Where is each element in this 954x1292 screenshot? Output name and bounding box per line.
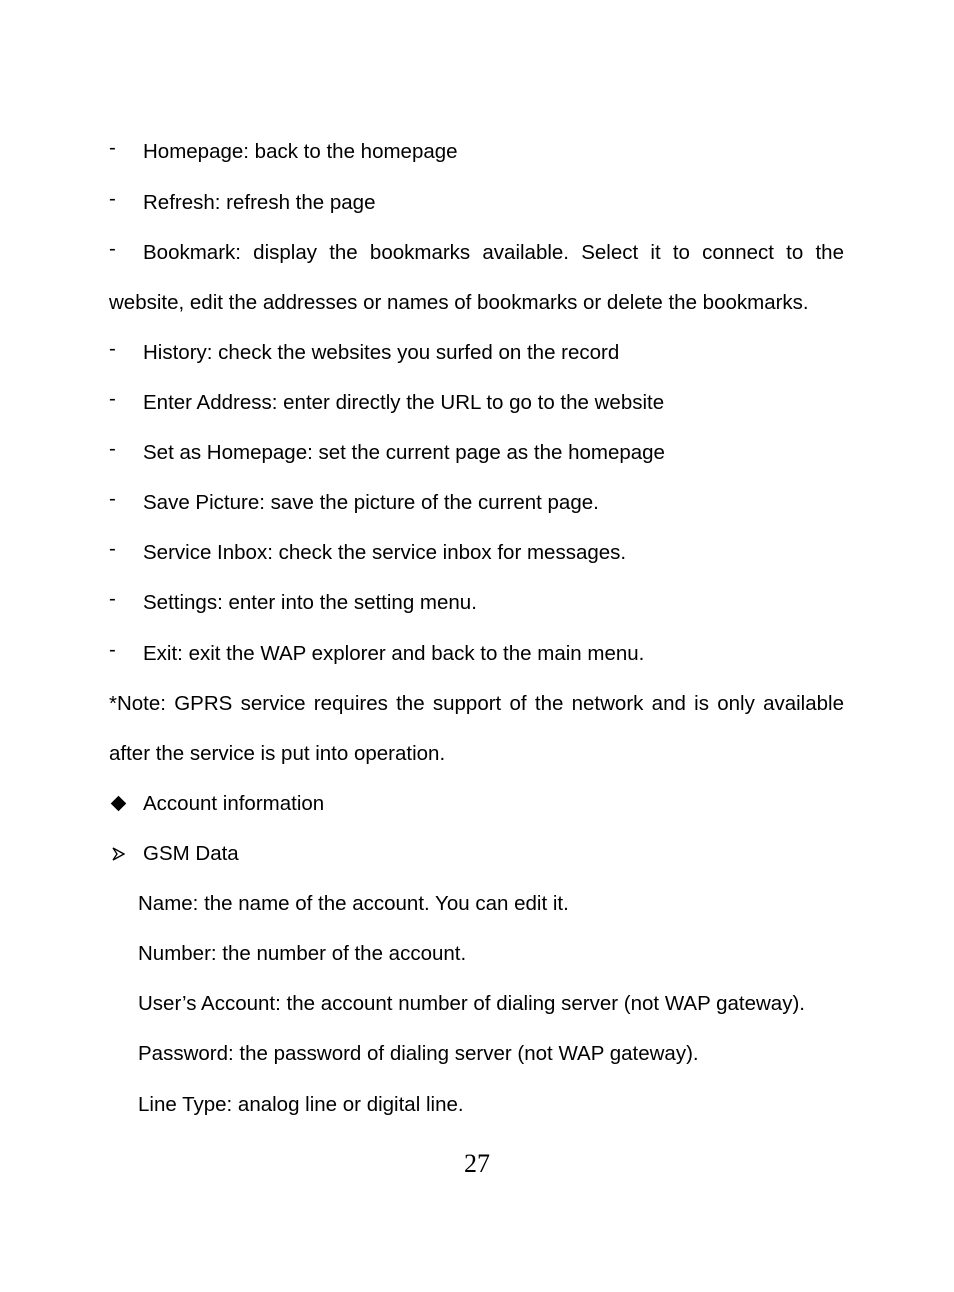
list-item-text: Service Inbox: check the service inbox for messages. xyxy=(143,541,627,564)
field-description-users-account xyxy=(138,992,873,1016)
note-paragraph-continuation xyxy=(109,742,844,766)
list-item-text: Enter Address: enter directly the URL to go to the website xyxy=(143,391,665,414)
arrowhead-bullet-icon xyxy=(111,847,125,861)
section-heading-text: Account information xyxy=(143,792,325,815)
list-item-text: Refresh: refresh the page xyxy=(143,191,376,214)
diamond-bullet-icon xyxy=(111,796,127,812)
field-description-password xyxy=(138,1042,873,1066)
dash-bullet: - xyxy=(109,537,116,560)
list-item-bookmark-continuation xyxy=(109,291,844,315)
field-description-text: User’s Account: the account number of dialing server (not WAP gateway). xyxy=(138,992,805,1015)
field-description-number xyxy=(138,942,873,966)
dash-bullet: - xyxy=(109,187,116,210)
field-description-text: Number: the number of the account. xyxy=(138,942,467,965)
dash-bullet: - xyxy=(109,337,116,360)
dash-bullet: - xyxy=(109,487,116,510)
field-description-name xyxy=(138,892,873,916)
list-item-text: Save Picture: save the picture of the current page. xyxy=(143,491,599,514)
page-number: 27 xyxy=(464,1149,490,1178)
dash-bullet: - xyxy=(109,437,116,460)
field-description-line-type xyxy=(138,1093,873,1117)
field-description-text: Name: the name of the account. You can edit it. xyxy=(138,892,569,915)
dash-bullet: - xyxy=(109,638,116,661)
list-item-text: Bookmark: display the bookmarks available. Select it to connect to the xyxy=(143,241,844,264)
field-description-text: Line Type: analog line or digital line. xyxy=(138,1093,464,1116)
list-item-text: Set as Homepage: set the current page as the homepage xyxy=(143,441,665,464)
note-paragraph xyxy=(109,692,844,716)
list-item-text: Exit: exit the WAP explorer and back to the main menu. xyxy=(143,642,645,665)
dash-bullet: - xyxy=(109,587,116,610)
dash-bullet: - xyxy=(109,237,116,260)
dash-bullet: - xyxy=(109,136,116,159)
list-item-text: Homepage: back to the homepage xyxy=(143,140,458,163)
note-text: *Note: GPRS service requires the support of the network and is only available xyxy=(109,692,844,715)
list-item-text: History: check the websites you surfed on the record xyxy=(143,341,620,364)
list-item-text: Settings: enter into the setting menu. xyxy=(143,591,477,614)
list-item-text: website, edit the addresses or names of bookmarks or delete the bookmarks. xyxy=(109,291,809,314)
subsection-heading-text: GSM Data xyxy=(143,842,239,865)
note-text: after the service is put into operation. xyxy=(109,742,446,765)
dash-bullet: - xyxy=(109,387,116,410)
field-description-text: Password: the password of dialing server (not WAP gateway). xyxy=(138,1042,699,1065)
